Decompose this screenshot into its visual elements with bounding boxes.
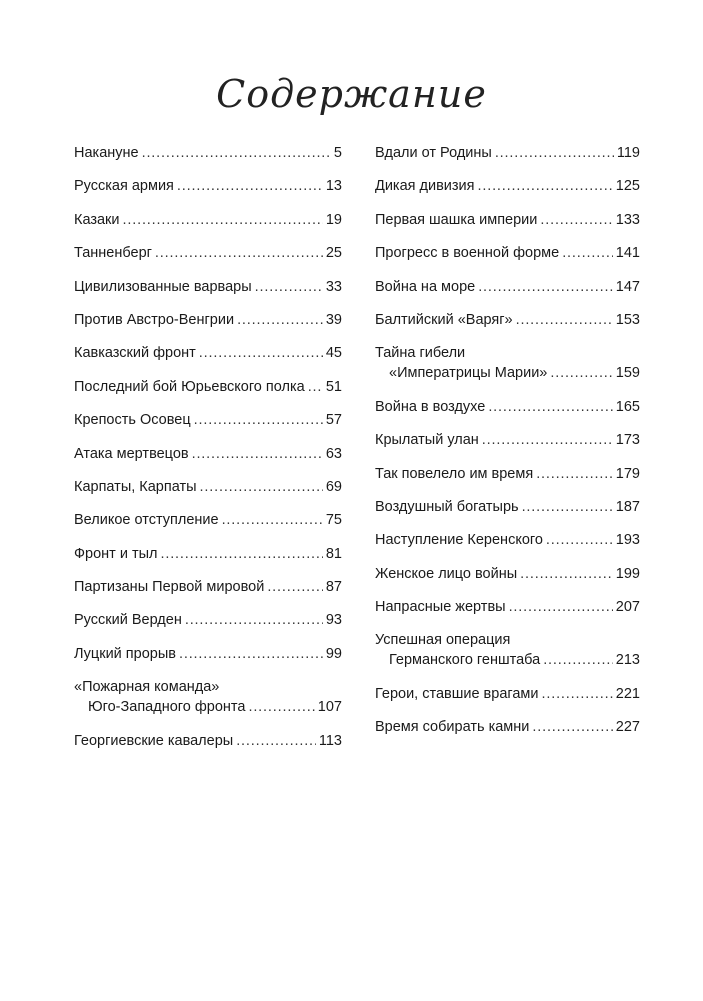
toc-entry xyxy=(74,610,342,630)
toc-page-number: 221 xyxy=(615,685,640,702)
toc-dot-leader xyxy=(160,544,322,564)
toc-entry xyxy=(375,630,640,670)
toc-right-column xyxy=(375,143,640,751)
toc-entry xyxy=(74,410,342,430)
toc-dot-leader xyxy=(540,210,612,230)
toc-entry-line xyxy=(375,717,640,737)
toc-entry xyxy=(74,731,342,751)
toc-page-number: 213 xyxy=(615,652,640,669)
toc-entry xyxy=(74,644,342,664)
toc-entry-title: Фронт и тыл xyxy=(74,545,158,562)
toc-entry-line xyxy=(74,410,342,430)
toc-entry-title: Балтийский «Варяг» xyxy=(375,311,513,328)
toc-entry-title-continued: Юго-Западного фронта xyxy=(88,699,246,716)
toc-entry-title: Время собирать камни xyxy=(375,719,530,736)
toc-dot-leader xyxy=(536,464,613,484)
toc-entry xyxy=(375,530,640,550)
toc-entry-title: Вдали от Родины xyxy=(375,145,492,161)
toc-entry xyxy=(74,143,342,163)
toc-page-number: 33 xyxy=(325,278,342,295)
toc-entry-line xyxy=(74,310,342,330)
toc-entry-line xyxy=(375,397,640,417)
toc-entry-title: Луцкий прорыв xyxy=(74,645,176,662)
toc-entry-line xyxy=(375,243,640,263)
toc-entry xyxy=(375,343,640,383)
toc-entry xyxy=(74,310,342,330)
toc-entry-line xyxy=(74,577,342,597)
toc-page-number: 99 xyxy=(325,645,342,662)
toc-entry-line xyxy=(375,650,640,670)
toc-dot-leader xyxy=(123,210,323,230)
toc-entry-title: «Пожарная команда» xyxy=(74,679,220,696)
toc-entry xyxy=(375,397,640,417)
toc-page-number: 193 xyxy=(615,532,640,549)
toc-entry xyxy=(74,544,342,564)
toc-page-number: 81 xyxy=(325,545,342,562)
toc-entry-title: Накануне xyxy=(74,145,139,161)
toc-page-number: 153 xyxy=(615,311,640,328)
toc-entry-title: Так повелело им время xyxy=(375,465,534,482)
toc-dot-leader xyxy=(267,577,323,597)
toc-page-number: 75 xyxy=(325,512,342,529)
toc-page-number: 199 xyxy=(615,565,640,582)
toc-entry xyxy=(74,477,342,497)
toc-page-number: 159 xyxy=(615,365,640,382)
toc-entry xyxy=(74,210,342,230)
toc-dot-leader xyxy=(482,430,613,450)
toc-entry-title: Дикая дивизия xyxy=(375,178,475,195)
toc-entry-line xyxy=(74,176,342,196)
toc-dot-leader xyxy=(177,176,323,196)
toc-page-number: 133 xyxy=(615,211,640,228)
toc-entry-line xyxy=(74,377,342,397)
toc-dot-leader xyxy=(495,143,614,163)
toc-page-number: 113 xyxy=(318,732,342,749)
toc-entry-line xyxy=(375,497,640,517)
toc-entry-title: Успешная операция xyxy=(375,632,511,649)
toc-page-number: 25 xyxy=(325,245,342,262)
toc-entry-line xyxy=(375,684,640,704)
toc-entry xyxy=(74,377,342,397)
toc-dot-leader xyxy=(194,410,323,430)
toc-dot-leader xyxy=(255,277,323,297)
toc-page-number: 39 xyxy=(325,311,342,328)
toc-entry-title: Крылатый улан xyxy=(375,432,479,449)
toc-entry-title-continued: «Императрицы Марии» xyxy=(389,365,548,382)
toc-dot-leader xyxy=(185,610,323,630)
toc-page-number: 187 xyxy=(615,498,640,515)
toc-dot-leader xyxy=(478,176,613,196)
toc-dot-leader xyxy=(546,530,613,550)
toc-entry xyxy=(375,210,640,230)
toc-entry-line xyxy=(375,597,640,617)
toc-page-number: 107 xyxy=(317,699,342,716)
toc-entry-line xyxy=(375,530,640,550)
toc-entry-title: Последний бой Юрьевского полка xyxy=(74,378,305,395)
toc-entry-title: Казаки xyxy=(74,211,120,228)
toc-page-number: 125 xyxy=(615,178,640,195)
toc-entry-title: Против Австро-Венгрии xyxy=(74,311,235,328)
toc-entry xyxy=(74,677,342,717)
toc-page-number: 13 xyxy=(325,178,342,195)
toc-dot-leader xyxy=(200,477,323,497)
toc-page-number: 19 xyxy=(325,211,342,228)
toc-entry-line xyxy=(375,564,640,584)
toc-page-number: 119 xyxy=(616,145,640,161)
toc-entry-line xyxy=(375,176,640,196)
toc-page-number: 69 xyxy=(325,478,342,495)
toc-page-number: 165 xyxy=(615,398,640,415)
toc-entry-line xyxy=(375,277,640,297)
toc-entry xyxy=(375,143,640,163)
toc-page-number: 227 xyxy=(615,719,640,736)
toc-entry xyxy=(375,430,640,450)
toc-entry xyxy=(375,684,640,704)
toc-entry-line xyxy=(74,510,342,530)
toc-dot-leader xyxy=(542,684,613,704)
toc-dot-leader xyxy=(478,277,613,297)
toc-entry xyxy=(74,444,342,464)
toc-page-number: 63 xyxy=(325,445,342,462)
toc-dot-leader xyxy=(236,731,316,751)
toc-entry-line xyxy=(74,731,342,751)
toc-entry xyxy=(375,310,640,330)
toc-entry-title: Война на море xyxy=(375,278,476,295)
toc-page-number: 57 xyxy=(325,412,342,429)
toc-entry-title: Партизаны Первой мировой xyxy=(74,579,265,596)
toc-entry xyxy=(375,277,640,297)
toc-dot-leader xyxy=(543,650,613,670)
toc-dot-leader xyxy=(308,377,323,397)
toc-dot-leader xyxy=(199,343,323,363)
toc-entry-title: Цивилизованные варвары xyxy=(74,278,252,295)
toc-dot-leader xyxy=(509,597,613,617)
toc-dot-leader xyxy=(522,497,613,517)
toc-entry-line xyxy=(74,277,342,297)
toc-entry-line xyxy=(375,143,640,163)
toc-dot-leader xyxy=(248,697,314,717)
toc-entry-line xyxy=(375,210,640,230)
toc-entry xyxy=(375,464,640,484)
toc-entry-title: Атака мертвецов xyxy=(74,445,189,462)
toc-page-number: 179 xyxy=(615,465,640,482)
toc-page-number: 207 xyxy=(615,599,640,616)
toc-entry xyxy=(375,243,640,263)
toc-page-number: 51 xyxy=(325,378,342,395)
toc-entry xyxy=(74,277,342,297)
toc-page-number: 173 xyxy=(615,432,640,449)
toc-entry-title: Русский Верден xyxy=(74,612,182,629)
toc-dot-leader xyxy=(520,564,613,584)
toc-entry xyxy=(74,577,342,597)
toc-page-number: 5 xyxy=(333,145,342,161)
toc-entry-line xyxy=(74,697,342,717)
toc-entry-line xyxy=(375,343,640,363)
toc-entry-line xyxy=(74,143,342,163)
toc-entry-title: Великое отступление xyxy=(74,512,219,529)
toc-entry-line xyxy=(74,677,342,697)
toc-dot-leader xyxy=(562,243,613,263)
toc-entry xyxy=(74,343,342,363)
toc-entry-title: Герои, ставшие врагами xyxy=(375,685,539,702)
toc-entry xyxy=(375,497,640,517)
toc-entry-line xyxy=(74,243,342,263)
toc-entry-line xyxy=(375,310,640,330)
toc-entry-line xyxy=(74,477,342,497)
toc-dot-leader xyxy=(488,397,612,417)
toc-entry-line xyxy=(74,210,342,230)
toc-dot-leader xyxy=(550,363,612,383)
toc-page-number: 45 xyxy=(325,345,342,362)
toc-entry-line xyxy=(375,430,640,450)
toc-entry-title: Напрасные жертвы xyxy=(375,599,506,616)
toc-entry-title: Крепость Осовец xyxy=(74,412,191,429)
toc-dot-leader xyxy=(142,143,331,163)
toc-entry-line xyxy=(74,644,342,664)
toc-entry-line xyxy=(74,343,342,363)
toc-entry-title: Женское лицо войны xyxy=(375,565,518,582)
toc-entry-line xyxy=(375,630,640,650)
toc-entry xyxy=(74,176,342,196)
toc-entry-title: Наступление Керенского xyxy=(375,532,543,549)
toc-dot-leader xyxy=(222,510,323,530)
toc-entry-title: Тайна гибели xyxy=(375,345,466,362)
toc-entry-line xyxy=(375,464,640,484)
toc-entry xyxy=(74,510,342,530)
toc-dot-leader xyxy=(179,644,323,664)
toc-entry xyxy=(375,564,640,584)
toc-entry-title: Кавказский фронт xyxy=(74,345,196,362)
toc-entry xyxy=(375,597,640,617)
toc-entry-line xyxy=(74,610,342,630)
toc-entry xyxy=(375,717,640,737)
toc-page-number: 87 xyxy=(325,579,342,596)
toc-dot-leader xyxy=(192,444,323,464)
toc-page-number: 141 xyxy=(615,245,640,262)
toc-entry-line xyxy=(375,363,640,383)
toc-entry-title: Война в воздухе xyxy=(375,398,486,415)
toc-entry-title: Воздушный богатырь xyxy=(375,498,519,515)
toc-dot-leader xyxy=(237,310,323,330)
toc-left-column xyxy=(74,143,342,764)
toc-page-number: 147 xyxy=(615,278,640,295)
toc-entry xyxy=(74,243,342,263)
toc-dot-leader xyxy=(516,310,613,330)
toc-dot-leader xyxy=(155,243,323,263)
toc-page-number: 93 xyxy=(325,612,342,629)
toc-entry-line xyxy=(74,544,342,564)
toc-entry-title: Прогресс в военной форме xyxy=(375,245,560,262)
toc-entry-title: Танненберг xyxy=(74,245,152,262)
page-title: Содержание xyxy=(216,72,487,116)
toc-entry-title: Русская армия xyxy=(74,178,174,195)
toc-entry-title: Георгиевские кавалеры xyxy=(74,732,234,749)
toc-dot-leader xyxy=(532,717,612,737)
toc-entry xyxy=(375,176,640,196)
toc-entry-title-continued: Германского генштаба xyxy=(389,652,541,669)
toc-entry-title: Карпаты, Карпаты xyxy=(74,478,197,495)
toc-entry-line xyxy=(74,444,342,464)
toc-entry-title: Первая шашка империи xyxy=(375,211,538,228)
